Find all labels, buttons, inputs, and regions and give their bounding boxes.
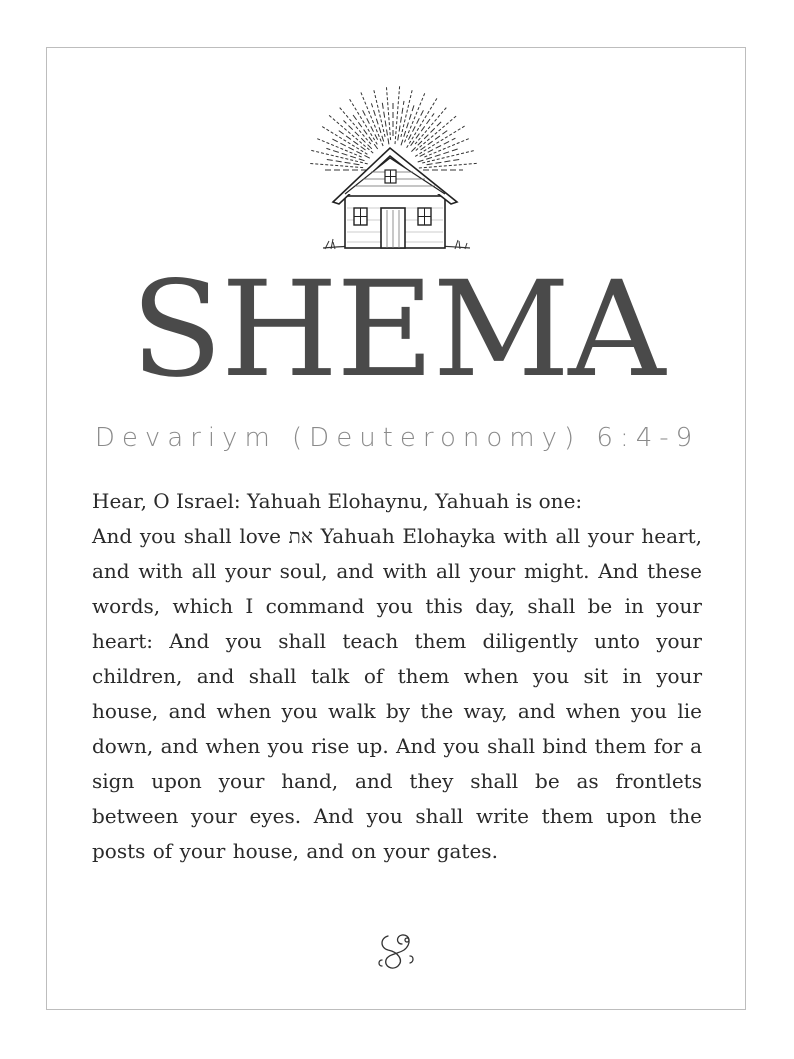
scripture-reference: Devariym (Deuteronomy) 6:4-9 <box>94 423 700 453</box>
house-with-sunburst-icon <box>305 78 485 253</box>
page-title: SHEMA <box>130 253 664 407</box>
flourish-ornament-icon <box>374 930 420 972</box>
verse-body: And you shall love את Yahuah Elohayka with all your heart, and with all your soul, and with all your might. And these words, which I command you this day, shall be in your heart: And you shall teach them diligently unto your children, and shall talk of them when you sit in your house, and when you walk by the way, and when you lie down, and when you rise up. And you shall bind them for a sign upon your hand, and they shall be as frontlets between your eyes. And you shall write them upon the posts of your house, and on your gates. <box>92 524 703 863</box>
verse-text <box>92 484 702 869</box>
verse-first-line: Hear, O Israel: Yahuah Elohaynu, Yahuah is one: <box>92 489 583 513</box>
